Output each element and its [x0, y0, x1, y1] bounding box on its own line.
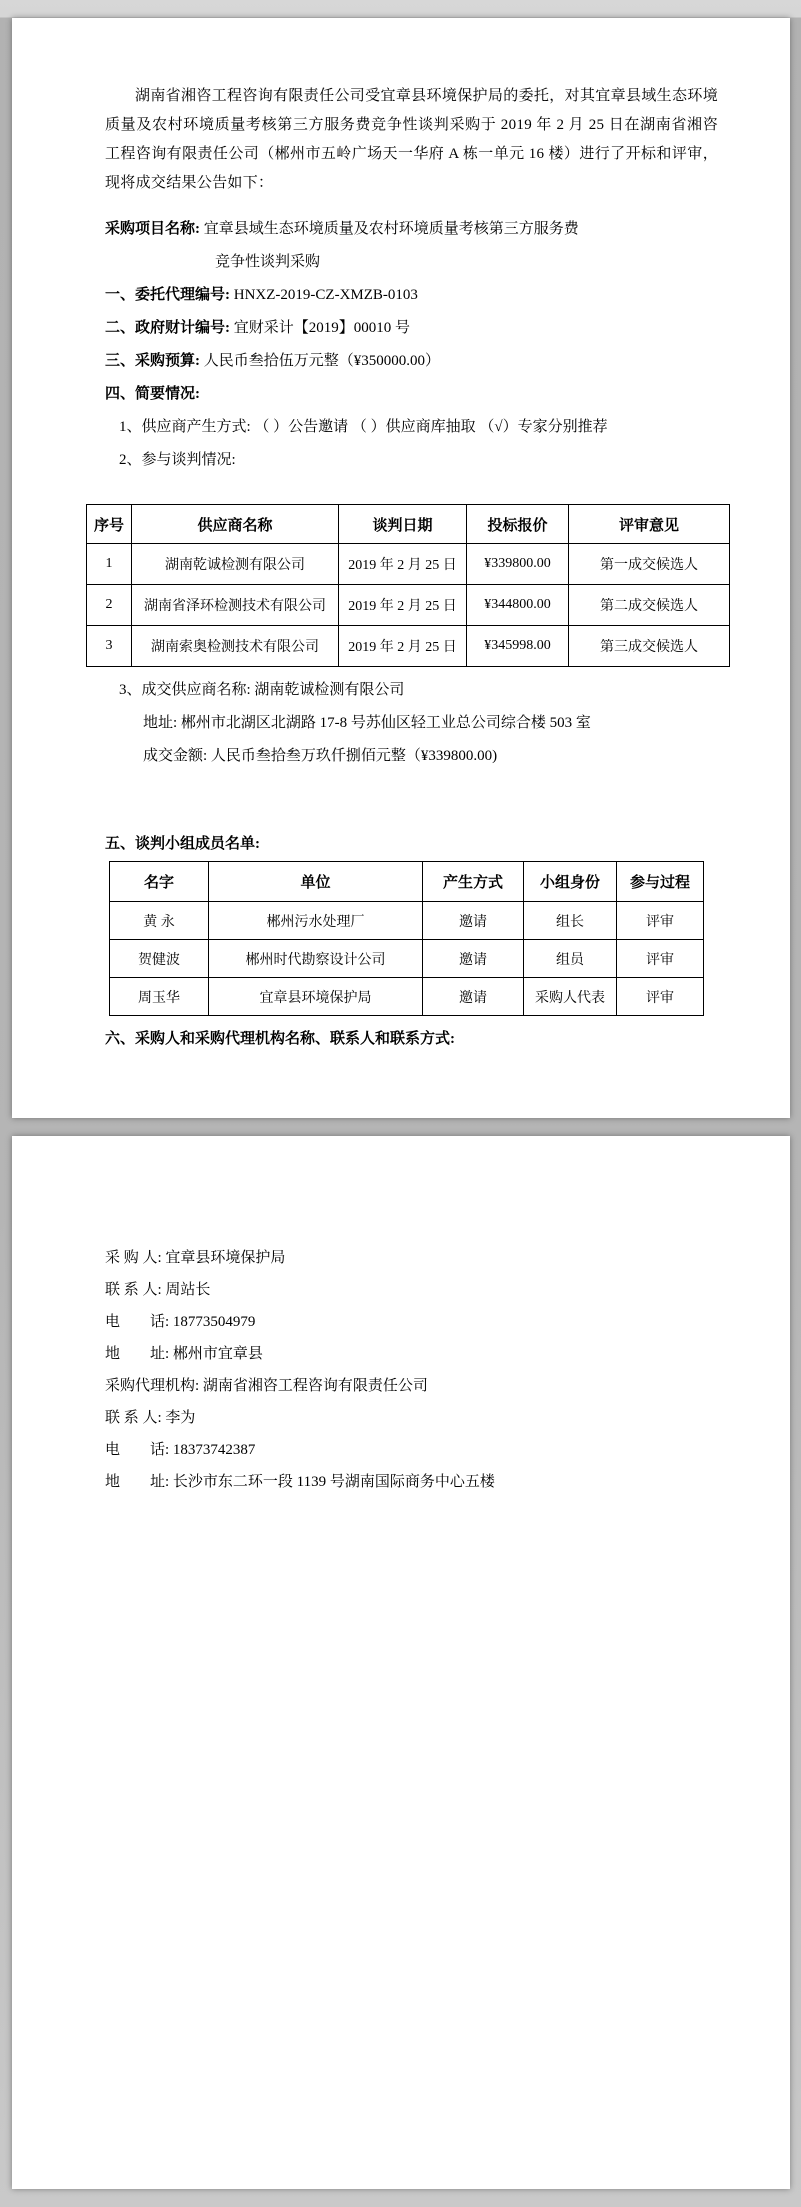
col-header-method: 产生方式 — [423, 862, 524, 902]
agency-line — [105, 1370, 790, 1402]
table-cell: 3 — [87, 626, 132, 667]
buyer-phone-line — [105, 1306, 790, 1338]
winner-address-label: 地址: — [143, 715, 178, 731]
agency-label: 采购代理机构: — [105, 1378, 200, 1394]
col-header-price: 投标报价 — [467, 505, 569, 544]
table-cell: 2019 年 2 月 25 日 — [339, 585, 467, 626]
section4-heading: 四、简要情况: — [105, 386, 200, 402]
winner-value: 湖南乾诚检测有限公司 — [254, 682, 405, 698]
table-cell: 第三成交候选人 — [569, 626, 730, 667]
table-row — [110, 940, 704, 978]
winner-line — [119, 674, 718, 707]
gov-plan-code-label: 二、政府财计编号: — [105, 320, 230, 336]
agency-address-value: 长沙市东二环一段 1139 号湖南国际商务中心五楼 — [172, 1474, 495, 1490]
table-cell: 2019 年 2 月 25 日 — [339, 626, 467, 667]
agency-contact-label: 联 系 人: — [105, 1410, 162, 1426]
table-cell: 评审 — [617, 902, 704, 940]
table-row — [110, 978, 704, 1016]
budget-label: 三、采购预算: — [105, 353, 200, 369]
table-cell: 郴州污水处理厂 — [209, 902, 423, 940]
project-name-value-line2: 竞争性谈判采购 — [215, 254, 321, 270]
budget-value: 人民币叁拾伍万元整（¥350000.00） — [203, 353, 441, 369]
project-name-value: 宜章县域生态环境质量及农村环境质量考核第三方服务费 — [203, 221, 579, 237]
deal-amount-label: 成交金额: — [143, 748, 208, 764]
participation-heading: 2、参与谈判情况: — [119, 452, 236, 468]
supplier-source-options: （ ）公告邀请 （ ）供应商库抽取 （√）专家分别推荐 — [254, 419, 608, 435]
table-cell: 邀请 — [423, 940, 524, 978]
intro-paragraph: 湖南省湘咨工程咨询有限责任公司受宜章县环境保护局的委托，对其宜章县域生态环境质量及农村环境质量考核第三方服务费竞争性谈判采购于 2019 年 2 月 25 日在湖南省湘咨工程咨询有限责任公司（郴州市五岭广场天一华府 A 栋一单元 16 楼）进行了开标和评审，现将成交结果公告如下： — [105, 88, 718, 191]
agency-code-label: 一、委托代理编号: — [105, 287, 230, 303]
table-row — [87, 585, 730, 626]
col-header-seq: 序号 — [87, 505, 132, 544]
project-name-line — [105, 213, 718, 246]
table-cell: ¥344800.00 — [467, 585, 569, 626]
col-header-date: 谈判日期 — [339, 505, 467, 544]
deal-amount-line — [143, 740, 718, 773]
table-cell: 贺健波 — [110, 940, 209, 978]
winner-label: 3、成交供应商名称: — [119, 682, 251, 698]
buyer-label: 采 购 人: — [105, 1250, 162, 1266]
buyer-address-line — [105, 1338, 790, 1370]
agency-address-line — [105, 1466, 790, 1498]
section6-heading: 六、采购人和采购代理机构名称、联系人和联系方式: — [105, 1031, 455, 1047]
col-header-name: 名字 — [110, 862, 209, 902]
col-header-supplier: 供应商名称 — [132, 505, 339, 544]
col-header-unit: 单位 — [209, 862, 423, 902]
project-name-label: 采购项目名称: — [105, 221, 200, 237]
table-cell: 湖南索奥检测技术有限公司 — [132, 626, 339, 667]
table-row — [87, 544, 730, 585]
table-cell: 湖南乾诚检测有限公司 — [132, 544, 339, 585]
agency-value: 湖南省湘咨工程咨询有限责任公司 — [202, 1378, 428, 1394]
buyer-contact-line — [105, 1274, 790, 1306]
table-cell: 黄 永 — [110, 902, 209, 940]
table-cell: 1 — [87, 544, 132, 585]
deal-amount-value: 人民币叁拾叁万玖仟捌佰元整（¥339800.00) — [210, 748, 498, 764]
buyer-phone-value: 18773504979 — [172, 1314, 256, 1330]
agency-phone-line — [105, 1434, 790, 1466]
table-cell: 邀请 — [423, 902, 524, 940]
buyer-line — [105, 1242, 790, 1274]
agency-code-value: HNXZ-2019-CZ-XMZB-0103 — [233, 287, 418, 303]
supplier-source-label: 1、供应商产生方式: — [119, 419, 251, 435]
table-cell: 邀请 — [423, 978, 524, 1016]
document-page-1 — [12, 18, 790, 1118]
winner-address-value: 郴州市北湖区北湖路 17-8 号苏仙区轻工业总公司综合楼 503 室 — [180, 715, 591, 731]
agency-code-line — [105, 279, 718, 312]
winner-address-line — [143, 707, 718, 740]
agency-contact-line — [105, 1402, 790, 1434]
table-cell: 2019 年 2 月 25 日 — [339, 544, 467, 585]
gov-plan-code-value: 宜财采计【2019】00010 号 — [233, 320, 411, 336]
table-cell: 评审 — [617, 940, 704, 978]
col-header-role: 小组身份 — [524, 862, 617, 902]
table-header-row — [110, 862, 704, 902]
table-cell: 组员 — [524, 940, 617, 978]
table-cell: 第一成交候选人 — [569, 544, 730, 585]
table-cell: 2 — [87, 585, 132, 626]
gov-plan-code-line — [105, 312, 718, 345]
buyer-contact-label: 联 系 人: — [105, 1282, 162, 1298]
panel-members-table — [109, 861, 704, 1016]
section5-heading: 五、谈判小组成员名单: — [105, 836, 260, 852]
table-cell: 郴州时代勘察设计公司 — [209, 940, 423, 978]
agency-phone-value: 18373742387 — [172, 1442, 256, 1458]
table-cell: 周玉华 — [110, 978, 209, 1016]
table-cell: ¥339800.00 — [467, 544, 569, 585]
col-header-process: 参与过程 — [617, 862, 704, 902]
buyer-address-value: 郴州市宜章县 — [172, 1346, 263, 1362]
agency-address-label: 地 址: — [105, 1474, 170, 1490]
buyer-address-label: 地 址: — [105, 1346, 170, 1362]
table-row — [87, 626, 730, 667]
table-cell: 湖南省泽环检测技术有限公司 — [132, 585, 339, 626]
table-cell: 组长 — [524, 902, 617, 940]
table-cell: 宜章县环境保护局 — [209, 978, 423, 1016]
table-header-row — [87, 505, 730, 544]
agency-contact-value: 李为 — [165, 1410, 196, 1426]
negotiation-table — [86, 504, 730, 667]
document-page-2 — [12, 1136, 790, 2189]
buyer-phone-label: 电 话: — [105, 1314, 170, 1330]
table-cell: ¥345998.00 — [467, 626, 569, 667]
table-cell: 第二成交候选人 — [569, 585, 730, 626]
table-cell: 采购人代表 — [524, 978, 617, 1016]
table-row — [110, 902, 704, 940]
supplier-source-line — [119, 411, 718, 444]
col-header-review: 评审意见 — [569, 505, 730, 544]
agency-phone-label: 电 话: — [105, 1442, 170, 1458]
buyer-contact-value: 周站长 — [165, 1282, 211, 1298]
buyer-value: 宜章县环境保护局 — [165, 1250, 286, 1266]
budget-line — [105, 345, 718, 378]
table-cell: 评审 — [617, 978, 704, 1016]
